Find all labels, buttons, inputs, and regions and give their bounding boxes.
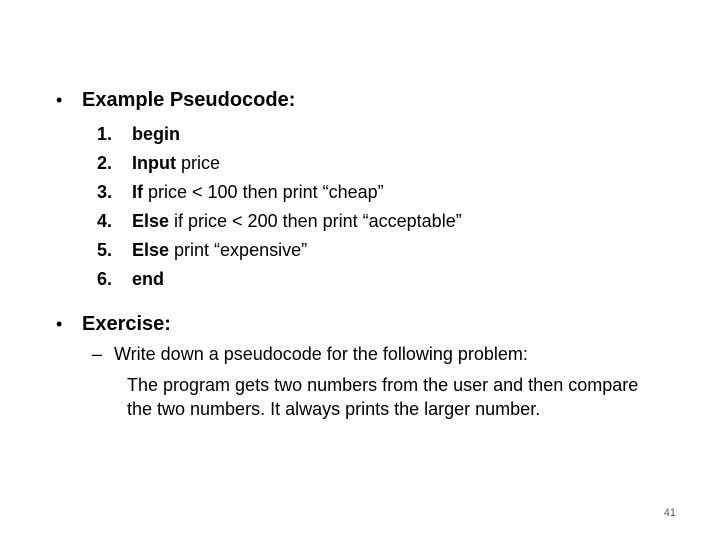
- step-keyword: begin: [132, 124, 180, 144]
- page-number: 41: [663, 507, 676, 519]
- step-text: [132, 269, 164, 290]
- step-keyword: Else: [132, 211, 170, 231]
- step-number: 6.: [96, 269, 112, 289]
- step-rest: print “expensive”: [169, 240, 308, 260]
- step-text: [132, 182, 384, 203]
- exercise-instruction-row: [92, 344, 528, 365]
- step-rest: price < 100 then print “cheap”: [143, 182, 384, 202]
- pseudocode-step: [88, 236, 462, 265]
- bullet-icon: •: [56, 90, 63, 110]
- section-heading-exercise: [56, 313, 171, 336]
- step-text: [132, 124, 180, 145]
- step-text: [132, 153, 220, 174]
- pseudocode-step: [88, 149, 462, 178]
- heading-exercise: Exercise:: [82, 313, 171, 335]
- pseudocode-step: [88, 207, 462, 236]
- step-text: [132, 211, 462, 232]
- pseudocode-step: [88, 120, 462, 149]
- step-number: 5.: [96, 240, 112, 260]
- exercise-problem-text: The program gets two numbers from the user and then compare the two numbers. It always prints the larger number.: [127, 375, 639, 419]
- heading-example-pseudocode: Example Pseudocode:: [82, 89, 296, 111]
- section-heading-example: [56, 89, 295, 112]
- step-number: 3.: [96, 182, 112, 202]
- step-keyword: Input: [132, 153, 176, 173]
- step-text: [132, 240, 307, 261]
- step-number: 1.: [96, 124, 112, 144]
- step-keyword: Else: [132, 240, 170, 260]
- step-number: 2.: [96, 153, 112, 173]
- dash-icon: –: [92, 344, 103, 364]
- bullet-icon: •: [56, 314, 63, 334]
- step-rest: price: [175, 153, 220, 173]
- step-keyword: If: [132, 182, 143, 202]
- pseudocode-list: [88, 120, 462, 294]
- step-rest: if price < 200 then print “acceptable”: [169, 211, 462, 231]
- step-number: 4.: [96, 211, 112, 231]
- exercise-instruction: Write down a pseudocode for the following problem:: [114, 344, 528, 364]
- step-keyword: end: [132, 269, 165, 289]
- pseudocode-step: [88, 178, 462, 207]
- pseudocode-step: [88, 265, 462, 294]
